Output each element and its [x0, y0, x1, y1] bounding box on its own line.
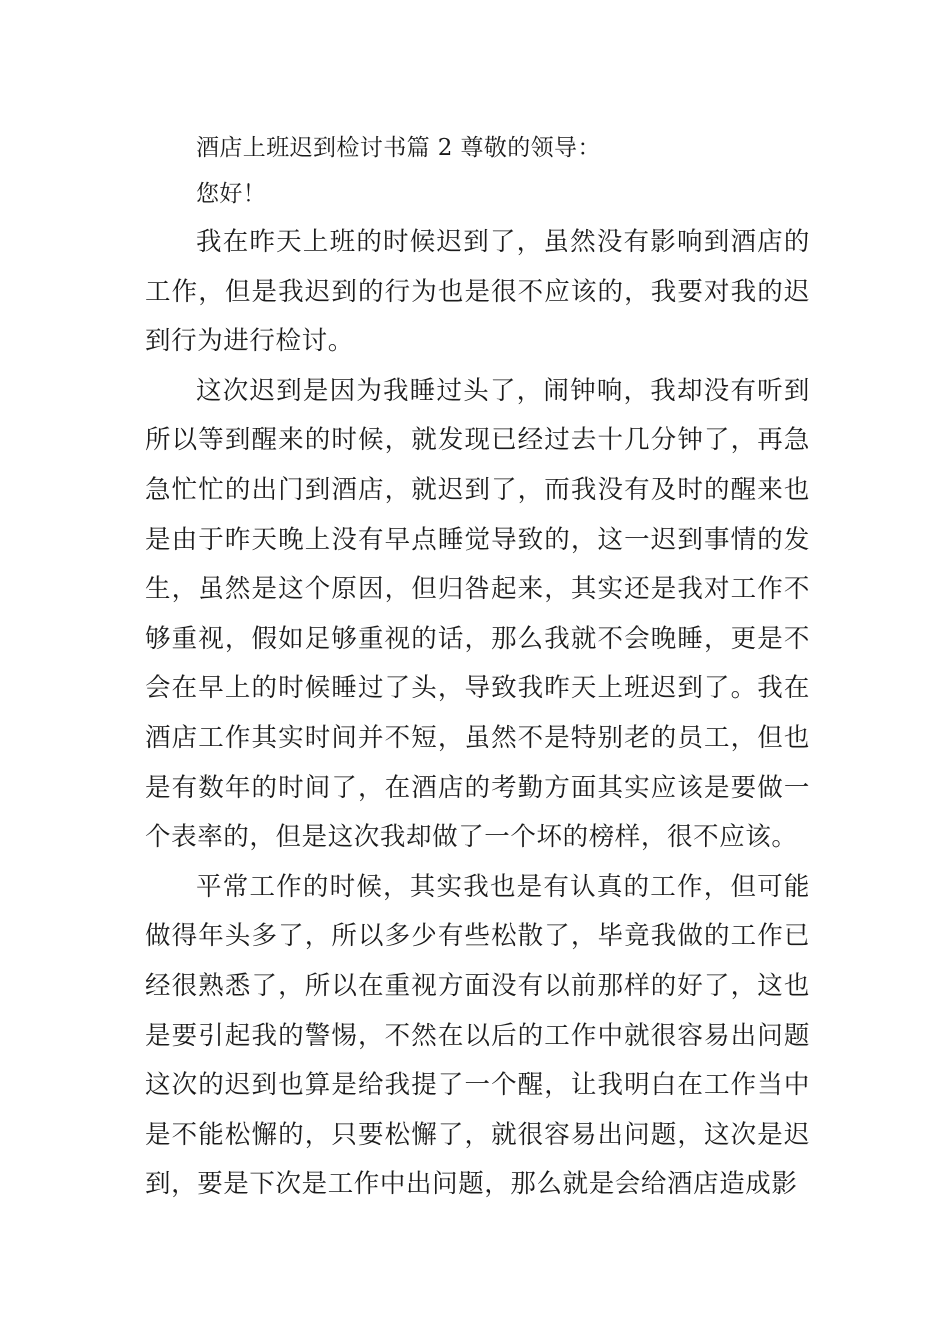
paragraph-3: 平常工作的时候，其实我也是有认真的工作，但可能做得年头多了，所以多少有些松散了，毕竟我做的工作已经很熟悉了，所以在重视方面没有以前那样的好了，这也是要引起我的警惕，不然在以后的工作中就很容易出问题这次的迟到也算是给我提了一个醒，让我明白在工作当中是不能松懈的，只要松懈了，就很容易出问题，这次是迟到，要是下次是工作中出问题，那么就是会给酒店造成影 — [145, 871, 810, 1200]
greeting: 您好！ — [196, 181, 267, 207]
paragraph-1: 我在昨天上班的时候迟到了，虽然没有影响到酒店的工作，但是我迟到的行为也是很不应该的，我要对我的迟到行为进行检讨。 — [145, 227, 810, 357]
paragraph-2: 这次迟到是因为我睡过头了，闹钟响，我却没有听到所以等到醒来的时候，就发现已经过去十几分钟了，再急急忙忙的出门到酒店，就迟到了，而我没有及时的醒来也是由于昨天晚上没有早点睡觉导致的，这一迟到事情的发生，虽然是这个原因，但归咎起来，其实还是我对工作不够重视，假如足够重视的话，那么我就不会晚睡，更是不会在早上的时候睡过了头，导致我昨天上班迟到了。我在酒店工作其实时间并不短，虽然不是特别老的员工，但也是有数年的时间了，在酒店的考勤方面其实应该是要做一个表率的，但是这次我却做了一个坏的榜样，很不应该。 — [145, 375, 810, 853]
document-body — [145, 126, 810, 1210]
document-heading: 酒店上班迟到检讨书篇 2 尊敬的领导： — [196, 135, 601, 161]
